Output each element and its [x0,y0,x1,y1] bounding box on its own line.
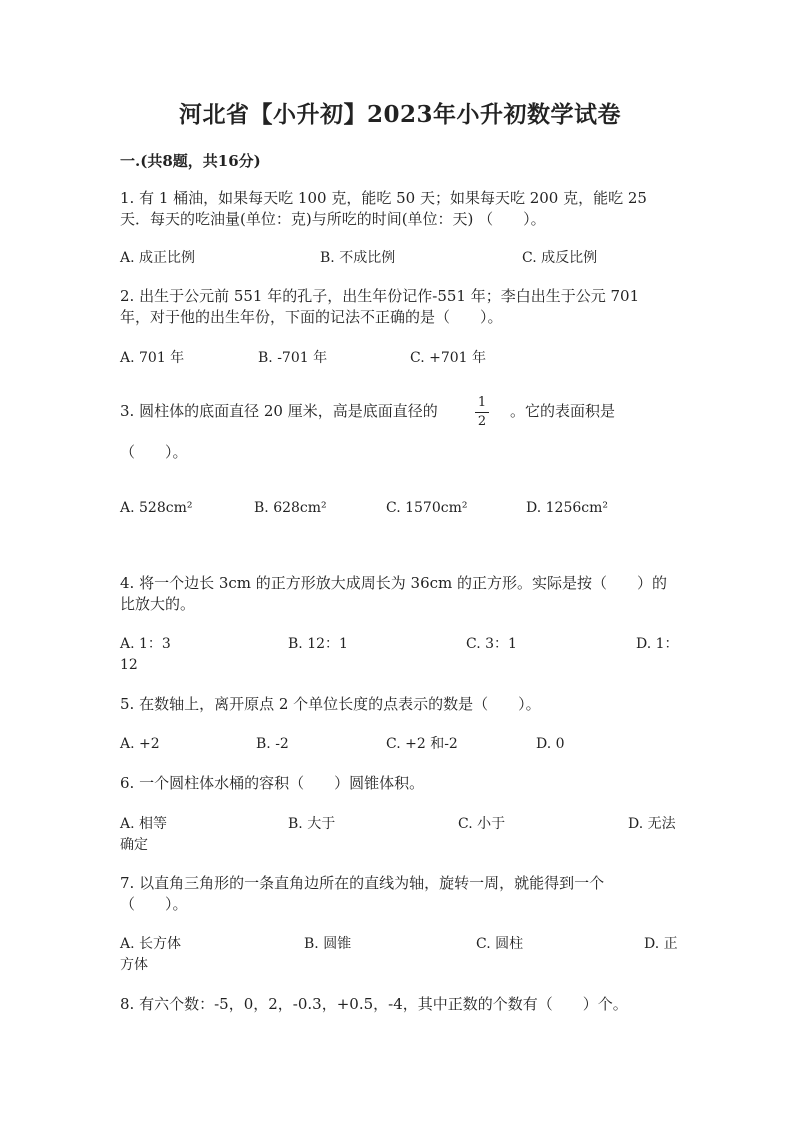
question-text-line: 6. 一个圆柱体水桶的容积（ ）圆锥体积。 [120,774,425,792]
option-a[interactable]: A. 528cm² [120,500,193,516]
option-d[interactable]: D. 0 [536,736,565,752]
question-3 [120,401,680,422]
question-text-line: 1. 有 1 桶油，如果每天吃 100 克，能吃 50 天；如果每天吃 200 克，能吃 25 [120,189,647,207]
section-heading: 一.(共8题，共16分) [120,152,261,170]
question-text-line: 5. 在数轴上，离开原点 2 个单位长度的点表示的数是（ ）。 [120,695,541,713]
option-b[interactable]: B. 628cm² [254,500,327,516]
option-d[interactable]: D. 1256cm² [526,500,608,516]
option-b[interactable]: B. -701 年 [258,350,328,366]
question-7 [120,873,680,915]
option-d-wrap: 12 [120,657,138,673]
question-text-line: 4. 将一个边长 3cm 的正方形放大成周长为 36cm 的正方形。实际是按（ ）的 [120,574,668,592]
question-7-options [120,934,680,974]
option-b[interactable]: B. 12：1 [288,636,348,652]
option-c[interactable]: C. 3：1 [466,636,517,652]
page-title: 河北省【小升初】2023年小升初数学试卷 [178,101,621,128]
option-c[interactable]: C. 小于 [458,816,506,832]
question-4-options [120,634,680,674]
question-6-options [120,814,680,854]
question-text-line: 8. 有六个数：-5，0，2，-0.3，+0.5，-4，其中正数的个数有（ ）个。 [120,995,628,1013]
option-d[interactable]: D. 正 [644,936,678,952]
option-b[interactable]: B. -2 [256,736,289,752]
option-b[interactable]: B. 圆锥 [304,936,352,952]
option-c[interactable]: C. 成反比例 [522,250,598,266]
option-c[interactable]: C. +701 年 [410,350,487,366]
question-5 [120,694,680,715]
option-d-wrap: 方体 [120,957,148,973]
question-text-fragment: 。它的表面积是 [510,402,616,420]
option-d[interactable]: D. 1： [636,636,679,652]
option-d-wrap: 确定 [120,837,148,853]
option-a[interactable]: A. 701 年 [120,350,185,366]
question-text-line: 7. 以直角三角形的一条直角边所在的直线为轴，旋转一周，就能得到一个 [120,874,605,892]
option-a[interactable]: A. 1：3 [120,636,171,652]
question-text-line: 3. 圆柱体的底面直径 20 厘米，高是底面直径的 [120,402,438,420]
fraction-denominator: 2 [477,414,487,429]
option-a[interactable]: A. 成正比例 [120,250,196,266]
option-c[interactable]: C. 圆柱 [476,936,524,952]
question-3-line-2 [120,442,680,463]
option-c[interactable]: C. 1570cm² [386,500,468,516]
question-text-line: （ ）。 [120,895,188,913]
question-text-line: 比放大的。 [120,595,196,613]
option-d[interactable]: D. 无法 [628,816,676,832]
question-text-line: 2. 出生于公元前 551 年的孔子，出生年份记作-551 年；李白出生于公元 701 [120,287,640,305]
question-1 [120,188,680,230]
question-text-line: 天．每天的吃油量(单位：克)与所吃的时间(单位：天) （ ）。 [120,210,546,228]
option-c[interactable]: C. +2 和-2 [386,736,458,752]
option-b[interactable]: B. 大于 [288,816,336,832]
option-a[interactable]: A. +2 [120,736,160,752]
fraction-one-half [472,396,492,429]
option-a[interactable]: A. 相等 [120,816,168,832]
question-text-line: 年，对于他的出生年份，下面的记法不正确的是（ ）。 [120,308,503,326]
question-text-line: （ ）。 [120,443,188,461]
fraction-numerator: 1 [477,395,487,410]
question-6 [120,773,680,794]
option-b[interactable]: B. 不成比例 [320,250,396,266]
question-2 [120,286,680,328]
question-4 [120,573,680,615]
option-a[interactable]: A. 长方体 [120,936,182,952]
question-8 [120,994,680,1015]
